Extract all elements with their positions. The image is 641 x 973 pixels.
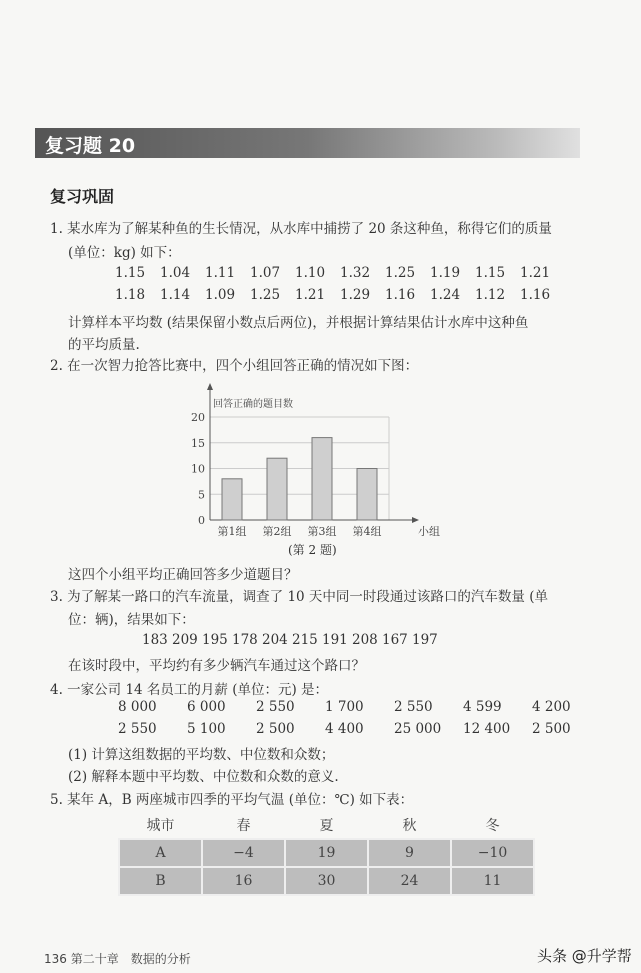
- column-header: 夏: [319, 818, 334, 834]
- data-value: 1.21: [295, 287, 326, 303]
- table-cell: −4: [202, 839, 285, 867]
- salary-value: 5 100: [187, 721, 226, 737]
- data-value: 1.21: [520, 265, 551, 281]
- p4-row1: [118, 699, 601, 715]
- p4-q2: (2) 解释本题中平均数、中位数和众数的意义.: [68, 769, 339, 785]
- data-value: 1.04: [160, 265, 191, 281]
- column-header: 城市: [146, 818, 175, 834]
- data-value: 1.25: [385, 265, 416, 281]
- salary-value: 4 200: [532, 699, 571, 715]
- bar: [312, 438, 332, 520]
- column-header: 冬: [485, 818, 500, 834]
- data-value: 1.16: [385, 287, 416, 303]
- y-tick-label: 15: [191, 436, 205, 450]
- p1-line4: 的平均质量.: [68, 337, 140, 353]
- p3-line1: 3. 为了解某一路口的汽车流量，调查了 10 天中同一时段通过该路口的汽车数量 (单: [50, 589, 548, 605]
- data-value: 191: [322, 632, 348, 648]
- table-cell: B: [119, 867, 202, 895]
- page-title: 复习题 20: [45, 135, 136, 157]
- data-value: 204: [262, 632, 288, 648]
- y-tick-label: 0: [198, 514, 205, 527]
- data-value: 1.09: [205, 287, 236, 303]
- p2-line1: 2. 在一次智力抢答比赛中，四个小组回答正确的情况如下图：: [50, 358, 419, 374]
- salary-value: 1 700: [325, 699, 364, 715]
- temperature-table: [118, 812, 535, 896]
- page-footer: 136 第二十章 数据的分析: [44, 952, 191, 966]
- y-tick-label: 5: [198, 488, 205, 502]
- salary-value: 2 550: [256, 699, 295, 715]
- p3-values: [142, 632, 442, 648]
- p3-question: 在该时段中，平均约有多少辆汽车通过这个路口？: [68, 658, 365, 674]
- table-row: [119, 867, 534, 895]
- salary-value: 4 599: [463, 699, 502, 715]
- data-value: 1.15: [115, 265, 146, 281]
- data-value: 1.07: [250, 265, 281, 281]
- salary-value: 2 500: [532, 721, 571, 737]
- bar: [222, 479, 242, 520]
- p4-line1: 4. 一家公司 14 名员工的月薪 (单位：元) 是：: [50, 682, 329, 698]
- table-cell: −10: [451, 839, 534, 867]
- salary-value: 2 500: [256, 721, 295, 737]
- data-value: 1.19: [430, 265, 461, 281]
- table-header: [119, 812, 534, 839]
- p3-line2: 位：辆)，结果如下：: [68, 612, 195, 628]
- bar-chart: [180, 380, 440, 545]
- section-title: 复习巩固: [50, 187, 115, 206]
- p1-row1: [115, 265, 565, 281]
- data-value: 1.10: [295, 265, 326, 281]
- column-header: 春: [236, 818, 251, 834]
- x-tick-label: 第2组: [262, 525, 292, 538]
- p2-question: 这四个小组平均正确回答多少道题目？: [68, 567, 298, 583]
- data-value: 209: [172, 632, 198, 648]
- salary-value: 2 550: [118, 721, 157, 737]
- watermark: 头条 @升学帮: [537, 947, 632, 965]
- data-value: 1.24: [430, 287, 461, 303]
- column-header: 秋: [402, 818, 417, 834]
- salary-value: 2 550: [394, 699, 433, 715]
- data-value: 1.12: [475, 287, 506, 303]
- y-axis-arrow: [207, 383, 213, 390]
- data-value: 197: [412, 632, 438, 648]
- x-axis-arrow: [412, 517, 419, 523]
- data-value: 1.25: [250, 287, 281, 303]
- bar: [267, 458, 287, 520]
- data-value: 1.11: [205, 265, 236, 281]
- data-value: 1.16: [520, 287, 551, 303]
- table-row: [119, 839, 534, 867]
- data-value: 195: [202, 632, 228, 648]
- salary-value: 8 000: [118, 699, 157, 715]
- p1-line2: (单位：kg) 如下：: [68, 245, 181, 261]
- table-cell: 11: [451, 867, 534, 895]
- p1-line1: 1. 某水库为了解某种鱼的生长情况，从水库中捕捞了 20 条这种鱼，称得它们的质量: [50, 221, 552, 237]
- y-tick-label: 10: [191, 462, 205, 476]
- data-value: 208: [352, 632, 378, 648]
- data-value: 1.32: [340, 265, 371, 281]
- y-axis-label: 回答正确的题目数: [213, 399, 293, 410]
- bar: [357, 469, 377, 521]
- data-value: 1.15: [475, 265, 506, 281]
- table-cell: 9: [368, 839, 451, 867]
- data-value: 1.18: [115, 287, 146, 303]
- y-tick-label: 20: [191, 411, 205, 424]
- table-cell: 19: [285, 839, 368, 867]
- data-value: 1.14: [160, 287, 191, 303]
- p1-line3: 计算样本平均数 (结果保留小数点后两位)，并根据计算结果估计水库中这种鱼: [68, 315, 529, 331]
- data-value: 178: [232, 632, 258, 648]
- salary-value: 4 400: [325, 721, 364, 737]
- p5-line1: 5. 某年 A，B 两座城市四季的平均气温 (单位：℃) 如下表：: [50, 792, 414, 808]
- data-value: 183: [142, 632, 168, 648]
- data-value: 215: [292, 632, 318, 648]
- salary-value: 6 000: [187, 699, 226, 715]
- x-tick-label: 第4组: [352, 525, 382, 538]
- table-cell: A: [119, 839, 202, 867]
- x-tick-label: 第1组: [217, 525, 247, 538]
- salary-value: 25 000: [394, 721, 442, 737]
- x-axis-label: 小组: [418, 525, 440, 538]
- table-cell: 16: [202, 867, 285, 895]
- p1-row2: [115, 287, 565, 303]
- chart-caption: (第 2 题): [288, 543, 337, 557]
- salary-value: 12 400: [463, 721, 511, 737]
- p4-q1: (1) 计算这组数据的平均数、中位数和众数；: [68, 747, 335, 763]
- x-tick-label: 第3组: [307, 525, 337, 538]
- table-cell: 30: [285, 867, 368, 895]
- data-value: 167: [382, 632, 408, 648]
- table-cell: 24: [368, 867, 451, 895]
- data-value: 1.29: [340, 287, 371, 303]
- p4-row2: [118, 721, 601, 737]
- header-bar: [35, 128, 580, 158]
